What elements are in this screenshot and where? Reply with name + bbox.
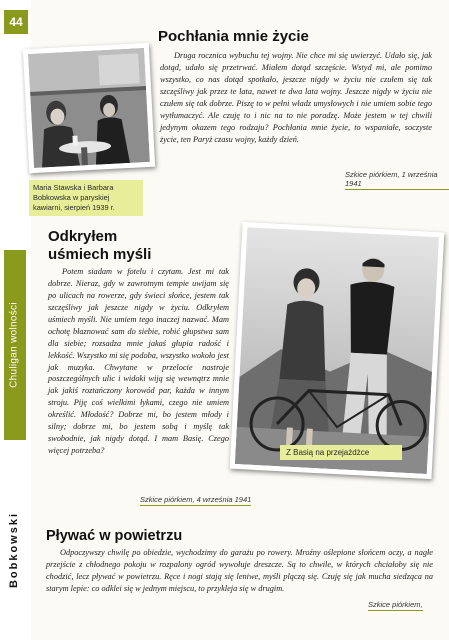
page-number: 44 (4, 10, 28, 34)
cafe-photo (23, 43, 155, 173)
bicycle-photo-image (235, 227, 439, 474)
section-text-1-content: Druga rocznica wybuchu tej wojny. Nie chce mi się uwierzyć. Udało się, jak dotąd, udało się przetrwać. Miałem dotąd szczęście. Wstyd mi, ale pomimo wszystko, co nas dotąd spotkało, jeszcze nigdy w życiu nie czułem się tak szczęśliwy jak przez te lata, nawet te dwa lata wojny. Jeszcze nigdy w życiu nie czułem się tak dobrze. Piszę to w pełni władz umysłowych i nie umiem sobie tego wytłumaczyć. Ale czuję to i nic na to nie poradzę. Może jestem w tej chwili jedynym okazem tego rodzaju? Pochłania mnie życie, to wspaniałe, soczyste życie, ten Paryż czasu wojny, każdy dzień. (160, 51, 432, 144)
book-label: Bobkowski (8, 511, 20, 589)
section-text-3 (46, 547, 433, 595)
section-text-3-content: Odpoczywszy chwilę po obiedzie, wychodzimy do garażu po rowery. Mroźny oślepione słońcem oczy, a nagłe przejście z chłodnego pokoju w rozpalony ogród wywołuje dreszcze. Są to chwile, w których chciałoby się nie chodzić, lecz pływać w powietrzu. Ręce i nogi stają się leniwe, myśli plączą się. Czuję się jak mucha siedząca na starym lepie: co odklei się w jednym miejscu, to przykleja się w drugim. (46, 548, 433, 593)
section-title-2-text: Odkryłem uśmiech myśli (48, 228, 152, 264)
source-1: Szkice piórkiem, 1 września 1941 (345, 170, 449, 190)
section-text-2 (48, 266, 229, 457)
source-3: Szkice piórkiem, (368, 600, 423, 609)
bicycle-photo (230, 222, 445, 479)
section-text-1 (160, 50, 432, 146)
bicycle-photo-caption: Z Basią na przejażdżce (280, 445, 402, 460)
series-label: Chuligan wolności (8, 302, 20, 388)
source-2: Szkice piórkiem, 4 września 1941 (140, 495, 252, 504)
section-title-1: Pochłania mnie życie (158, 28, 309, 45)
cafe-photo-image (28, 48, 150, 168)
section-title-3: Pływać w powietrzu (46, 528, 183, 544)
section-title-2 (48, 228, 178, 265)
section-text-2-content: Potem siadam w fotelu i czytam. Jest mi tak dobrze. Nieraz, gdy w zawrotnym tempie uwijam się po ulicach na rowerze, gdy świeci słońce, jestem tak szczęśliwy jak jeszcze nigdy w życiu. Odkryłem uśmiech myśli. Nie umiem tego inaczej nazwać. Mam ochotę błaznować sam do siebie, robić głupstwa sam dla siebie; rozsadza mnie jakaś głupia radość i lekkość. Wszystko mi się podoba, wszystko wokoło jest jak muzyka. Chwytane w przelocie nastroje poszczególnych ulic i widoki wiją się wewnątrz mnie jak jakiś roztańczony korowód par, każda w innym stroju. Piję coś wielkimi łykami, czego nie umiem określić. Młodość? Dobrze mi, bo jestem młody i silny; dobrze mi, bo jestem sobą i myślę tak swobodnie, jak nigdy dotąd. I mam Basię. Czego więcej potrzeba? (48, 267, 229, 456)
cafe-photo-caption: Maria Stawska i Barbara Bobkowska w paryskiej kawiarni, sierpień 1939 r. (29, 180, 143, 216)
